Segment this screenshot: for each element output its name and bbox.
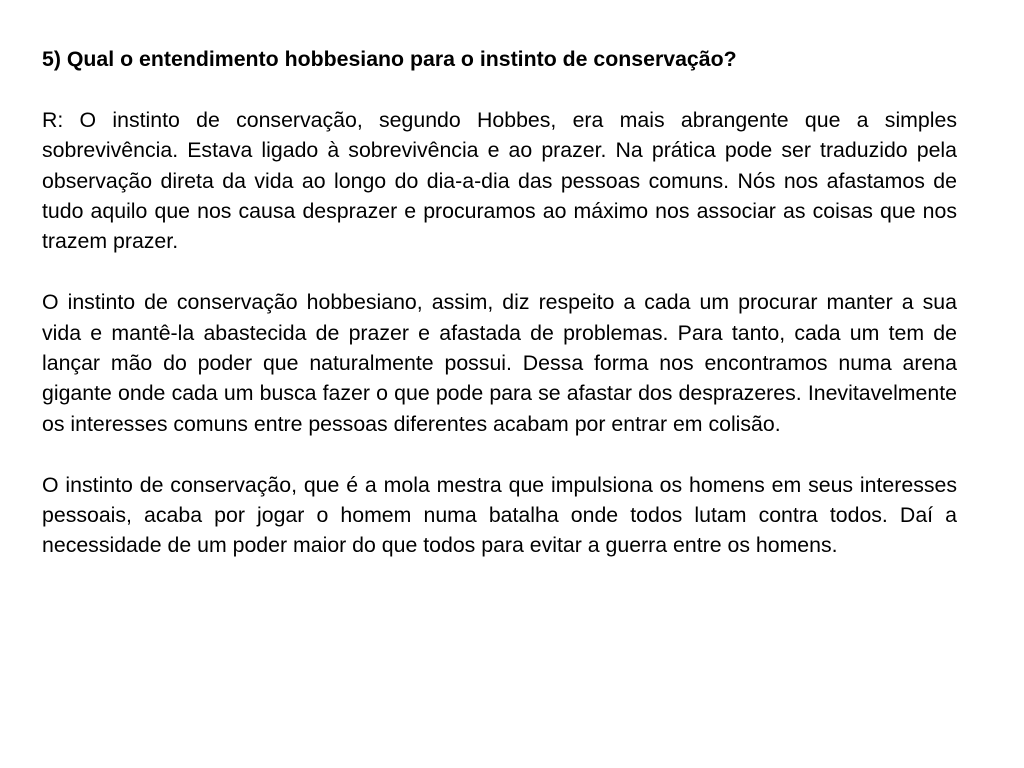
answer-paragraph-1: R: O instinto de conservação, segundo Hobbes, era mais abrangente que a simples sobrevivência. Estava ligado à sobrevivência e ao prazer. Na prática pode ser traduzido pela observação direta da vida ao longo do dia-a-dia das pessoas comuns. Nós nos afastamos de tudo aquilo que nos causa desprazer e procuramos ao máximo nos associar as coisas que nos trazem prazer. [42, 107, 957, 254]
slide-content [42, 44, 957, 591]
answer-paragraph-3: O instinto de conservação, que é a mola mestra que impulsiona os homens em seus interesses pessoais, acaba por jogar o homem numa batalha onde todos lutam contra todos. Daí a necessidade de um poder maior do que todos para evitar a guerra entre os homens. [42, 472, 957, 558]
answer-paragraph-2: O instinto de conservação hobbesiano, assim, diz respeito a cada um procurar manter a sua vida e mantê-la abastecida de prazer e afastada de problemas. Para tanto, cada um tem de lançar mão do poder que naturalmente possui. Dessa forma nos encontramos numa arena gigante onde cada um busca fazer o que pode para se afastar dos desprazeres. Inevitavelmente os interesses comuns entre pessoas diferentes acabam por entrar em colisão. [42, 290, 957, 436]
question-heading: 5) Qual o entendimento hobbesiano para o instinto de conservação? [42, 47, 737, 71]
